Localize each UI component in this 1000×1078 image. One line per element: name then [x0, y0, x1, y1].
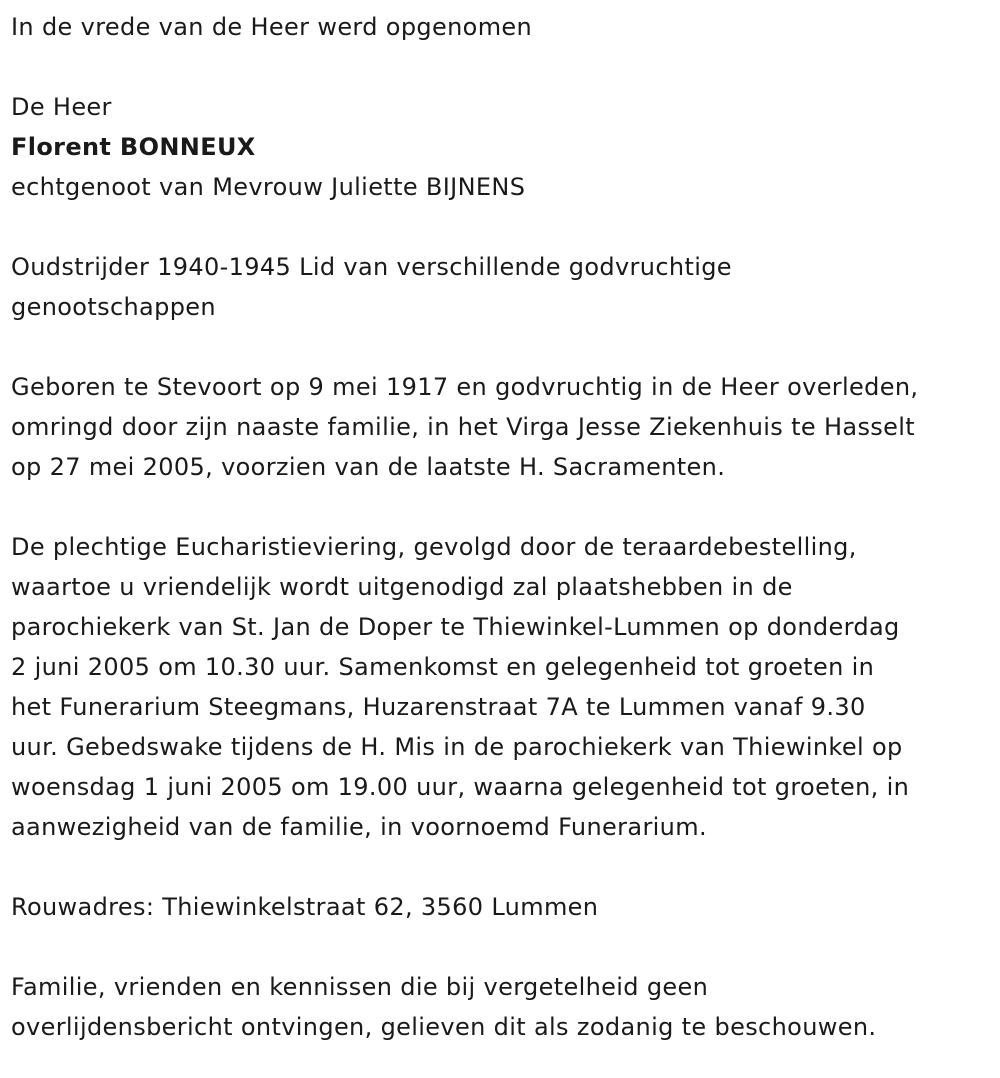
paragraph-line: woensdag 1 juni 2005 om 19.00 uur, waarna gelegenheid tot groeten, in — [11, 773, 910, 801]
paragraph-line: 2 juni 2005 om 10.30 uur. Samenkomst en gelegenheid tot groeten in — [11, 653, 875, 681]
distinctions-paragraph — [11, 247, 1000, 327]
ceremony-paragraph — [11, 527, 1000, 847]
paragraph-line: Oudstrijder 1940-1945 Lid van verschillende godvruchtige — [11, 253, 732, 281]
birth-death-paragraph — [11, 367, 1000, 487]
spacer — [11, 847, 1000, 887]
deceased-name: Florent BONNEUX — [11, 133, 256, 161]
paragraph-line: Geboren te Stevoort op 9 mei 1917 en godvruchtig in de Heer overleden, — [11, 373, 919, 401]
paragraph-line: genootschappen — [11, 293, 216, 321]
intro-line: In de vrede van de Heer werd opgenomen — [11, 13, 533, 41]
paragraph-line: omringd door zijn naaste familie, in het Virga Jesse Ziekenhuis te Hasselt — [11, 413, 916, 441]
spacer — [11, 927, 1000, 967]
paragraph-line: waartoe u vriendelijk wordt uitgenodigd zal plaatshebben in de — [11, 573, 793, 601]
paragraph-line: Familie, vrienden en kennissen die bij vergetelheid geen — [11, 973, 709, 1001]
paragraph-line: op 27 mei 2005, voorzien van de laatste H. Sacramenten. — [11, 453, 726, 481]
salutation: De Heer — [11, 93, 112, 121]
spacer — [11, 47, 1000, 87]
paragraph-line: het Funerarium Steegmans, Huzarenstraat 7A te Lummen vanaf 9.30 — [11, 693, 866, 721]
mourning-address: Rouwadres: Thiewinkelstraat 62, 3560 Lummen — [11, 893, 599, 921]
paragraph-line: overlijdensbericht ontvingen, gelieven dit als zodanig te beschouwen. — [11, 1013, 877, 1041]
paragraph-line: De plechtige Eucharistieviering, gevolgd door de teraardebestelling, — [11, 533, 857, 561]
spacer — [11, 327, 1000, 367]
paragraph-line: aanwezigheid van de familie, in voornoemd Funerarium. — [11, 813, 707, 841]
spacer — [11, 487, 1000, 527]
spouse-line: echtgenoot van Mevrouw Juliette BIJNENS — [11, 173, 526, 201]
paragraph-line: parochiekerk van St. Jan de Doper te Thiewinkel-Lummen op donderdag — [11, 613, 900, 641]
spacer — [11, 207, 1000, 247]
closing-paragraph — [11, 967, 1000, 1047]
paragraph-line: uur. Gebedswake tijdens de H. Mis in de parochiekerk van Thiewinkel op — [11, 733, 903, 761]
